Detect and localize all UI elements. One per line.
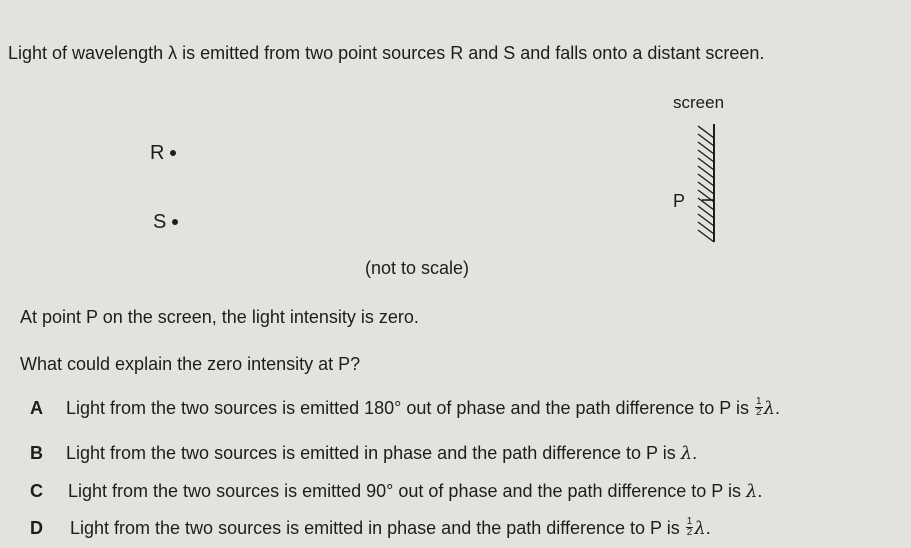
lambda-symbol: λ <box>680 443 693 464</box>
phase-value: 180° <box>364 398 402 418</box>
option-text: Light from the two sources is emitted in phase and the path difference to P is λ. <box>66 443 698 464</box>
screen-label: screen <box>673 93 725 112</box>
option-text: Light from the two sources is emitted 180° out of phase and the path difference to P is $\frac{1}{2}$ λ. <box>66 395 780 419</box>
option-text: Light from the two sources is emitted 90° out of phase and the path difference to P is λ. <box>68 481 763 502</box>
source-r-label: R <box>150 142 165 164</box>
question-intro: Light of wavelength λ is emitted from two point sources R and S and falls onto a distant screen. <box>8 43 765 63</box>
option-text: Light from the two sources is emitted in phase and the path difference to P is $\frac{1}{2}$ λ. <box>70 515 711 539</box>
source-s-label: S <box>153 211 167 233</box>
question-stem-1: At point P on the screen, the light intensity is zero. <box>20 307 419 327</box>
question-stem-2: What could explain the zero intensity at P? <box>20 354 361 374</box>
phase-value: 90° <box>366 481 394 501</box>
point-p-label: P <box>673 191 686 211</box>
screen-diagram <box>690 118 730 248</box>
screen-hatching <box>698 126 714 242</box>
scale-note: (not to scale) <box>365 258 470 278</box>
option-letter: B <box>30 443 43 463</box>
lambda-symbol: λ <box>746 481 758 502</box>
lambda-symbol: λ <box>694 518 706 539</box>
source-s-dot <box>172 219 178 225</box>
fraction: $\frac{1}{2}$ <box>686 515 693 538</box>
option-letter: D <box>30 518 43 538</box>
option-letter: C <box>30 481 43 501</box>
lambda-symbol: λ <box>763 398 775 419</box>
fraction: $\frac{1}{2}$ <box>756 395 762 418</box>
option-letter: A <box>30 398 43 418</box>
source-r-dot <box>170 150 176 156</box>
